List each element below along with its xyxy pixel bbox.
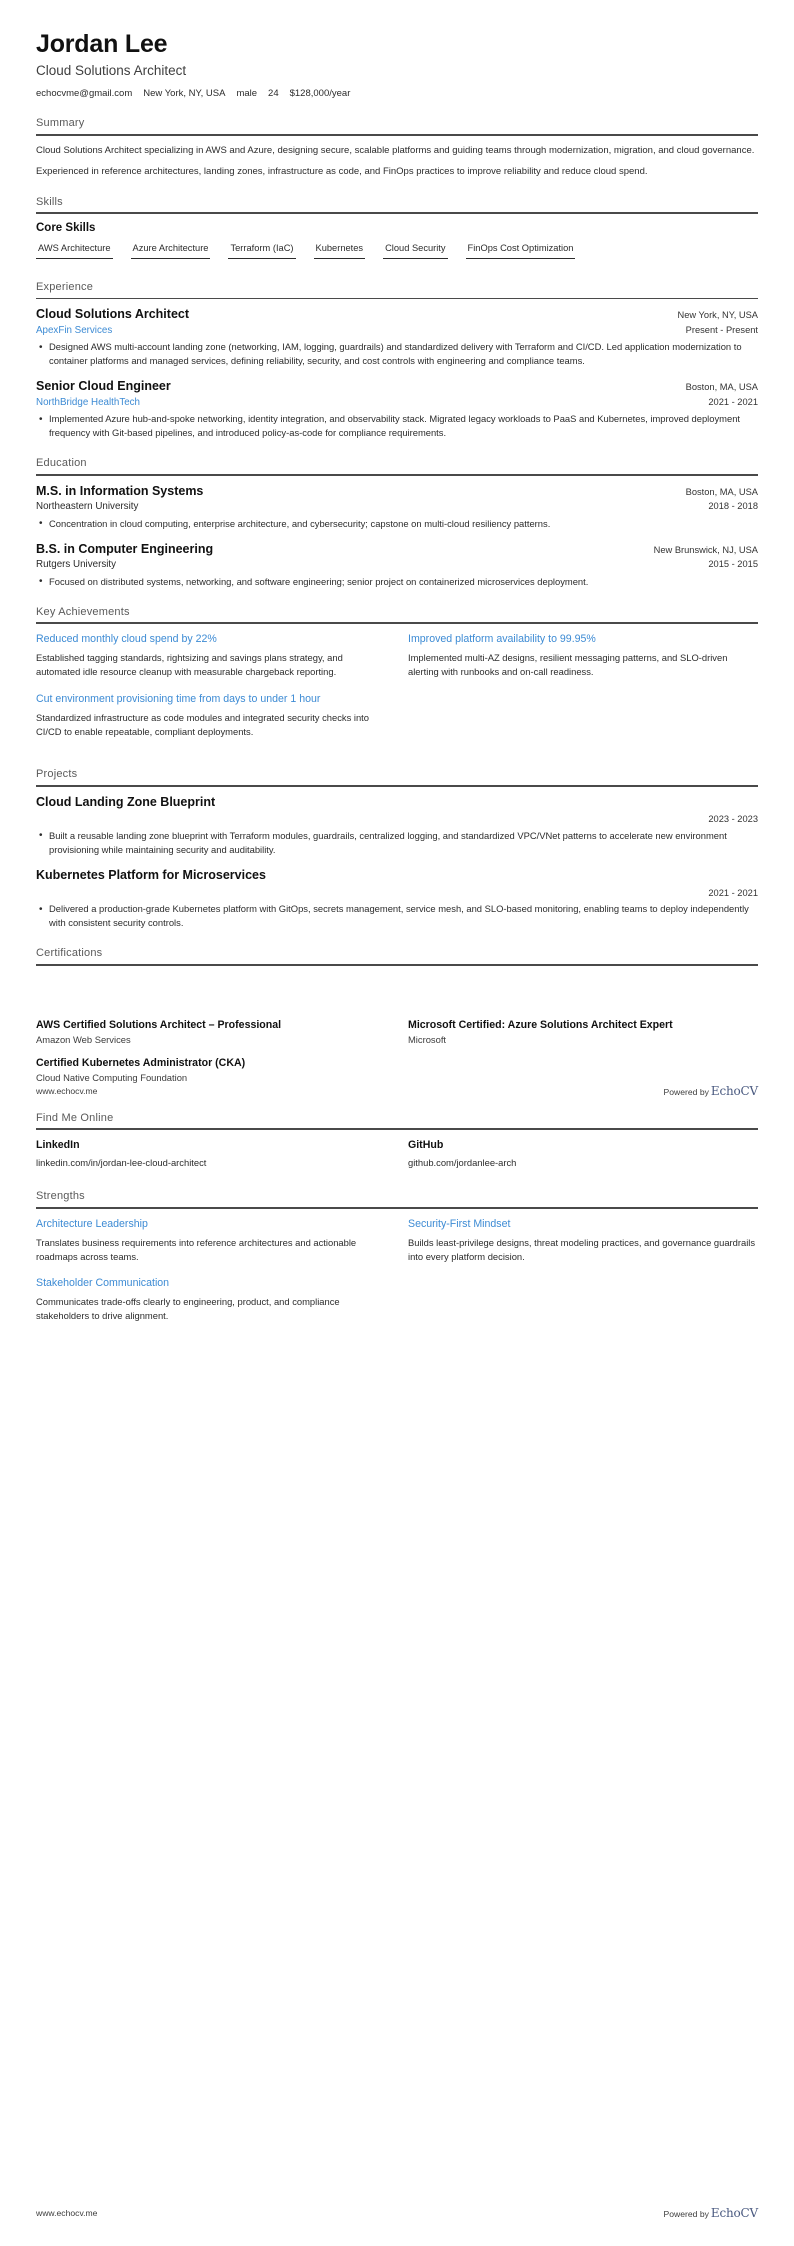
project-dates: 2023 - 2023: [708, 814, 758, 825]
certification-name: Microsoft Certified: Azure Solutions Architect Expert: [408, 1018, 673, 1031]
education-bullets: [36, 517, 758, 531]
strengths-column-right: [408, 1217, 758, 1335]
education-dates: 2018 - 2018: [708, 501, 758, 512]
link-value[interactable]: github.com/jordanlee-arch: [408, 1157, 517, 1169]
project-bullets: [36, 902, 758, 930]
section-strengths: [36, 1190, 758, 1334]
achievement-title: Reduced monthly cloud spend by 22%: [36, 633, 217, 645]
strength-title: Security-First Mindset: [408, 1217, 511, 1230]
footer-brand-name: EchoCV: [710, 2206, 758, 2220]
achievement-item: [408, 632, 758, 680]
section-certifications: [36, 947, 758, 965]
contact-age: 24: [268, 87, 279, 99]
skill-chip: Cloud Security: [383, 242, 447, 259]
project-dates: 2021 - 2021: [708, 887, 758, 898]
job-role: Senior Cloud Engineer: [36, 379, 171, 394]
skill-list: [36, 242, 758, 264]
degree-name: M.S. in Information Systems: [36, 483, 204, 498]
achievement-description: Implemented multi-AZ designs, resilient messaging patterns, and SLO-driven alerting with runbooks and on-call readiness.: [408, 652, 728, 678]
skill-chip: AWS Architecture: [36, 242, 113, 259]
section-title-key-achievements: Key Achievements: [36, 605, 130, 618]
strengths-column-left: [36, 1217, 386, 1335]
footer-url[interactable]: www.echocv.me: [36, 2208, 98, 2218]
certification-issuer: Amazon Web Services: [36, 1033, 131, 1045]
page-title: Jordan Lee: [36, 30, 168, 58]
section-title-find-me-online: Find Me Online: [36, 1111, 114, 1124]
achievement-column-right: [408, 632, 758, 751]
page-footer-top: [0, 1084, 794, 1098]
job-bullets: [36, 412, 758, 440]
job-role: Cloud Solutions Architect: [36, 307, 190, 322]
summary-paragraph: Cloud Solutions Architect specializing in AWS and Azure, designing secure, scalable platforms and guiding teams through modernization, migration, and cloud governance.: [36, 144, 755, 156]
company-name[interactable]: NorthBridge HealthTech: [36, 396, 141, 408]
section-title-strengths: Strengths: [36, 1190, 85, 1203]
certification-issuer: Microsoft: [408, 1033, 447, 1045]
contact-email: echocvme@gmail.com: [36, 87, 133, 99]
experience-entry-subheader: [36, 396, 758, 409]
certification-name: Certified Kubernetes Administrator (CKA): [36, 1057, 246, 1070]
contact-salary: $128,000/year: [289, 87, 351, 99]
strength-description: Communicates trade-offs clearly to engineering, product, and compliance stakeholders to drive alignment.: [36, 1295, 340, 1321]
project-name: Cloud Landing Zone Blueprint: [36, 794, 216, 809]
experience-entry: [36, 379, 758, 440]
certification-item: [36, 1018, 386, 1046]
school-name: Northeastern University: [36, 501, 139, 513]
school-location: New Brunswick, NJ, USA: [653, 544, 758, 555]
section-title-skills: Skills: [36, 195, 63, 208]
job-dates: Present - Present: [685, 324, 758, 335]
section-divider: [36, 622, 758, 624]
education-bullets: [36, 575, 758, 589]
summary-paragraph: Experienced in reference architectures, landing zones, infrastructure as code, and FinOps practices to improve reliability and reduce cloud spend.: [36, 165, 648, 177]
footer-brand: [664, 2206, 758, 2220]
project-bullet: • Built a reusable landing zone blueprint with Terraform modules, guardrails, centralized logging, and standardized VPC/VNet patterns to accelerate new environment provisioning while maintaining security and auditability.: [49, 829, 758, 857]
project-entry: [36, 868, 758, 930]
certification-column-right: [408, 1018, 758, 1095]
certification-column-left: [36, 1018, 386, 1095]
section-title-summary: Summary: [36, 117, 85, 130]
strength-title: Stakeholder Communication: [36, 1276, 170, 1289]
section-summary: [36, 117, 758, 178]
section-divider: [36, 134, 758, 136]
education-dates: 2015 - 2015: [708, 559, 758, 570]
achievement-column-left: [36, 632, 386, 751]
school-name: Rutgers University: [36, 559, 117, 571]
section-divider: [36, 1128, 758, 1130]
link-item: [408, 1138, 758, 1169]
certifications-body: [36, 1018, 758, 1095]
achievement-description: Established tagging standards, rightsizing and savings plans strategy, and automated idle resource cleanup with measurable chargeback reporting.: [36, 652, 343, 678]
strength-item: [408, 1217, 758, 1264]
resume-header: [36, 30, 758, 100]
certification-name: AWS Certified Solutions Architect – Professional: [36, 1018, 282, 1031]
section-experience: [36, 281, 758, 440]
section-projects: [36, 768, 758, 930]
job-bullet: • Designed AWS multi-account landing zone (networking, IAM, logging, guardrails) and standardized delivery with Terraform and CI/CD. Led application modernization to container platforms and managed services, defining reliability, security, and cost controls with engineering and compliance teams.: [49, 340, 758, 368]
link-label: GitHub: [408, 1138, 444, 1151]
education-bullet: • Focused on distributed systems, networking, and software engineering; senior project on containerized microservices deployment.: [49, 575, 758, 589]
footer-powered-by-label: Powered by: [663, 1087, 709, 1097]
contact-location: New York, NY, USA: [143, 87, 226, 99]
job-location: Boston, MA, USA: [685, 382, 758, 393]
section-divider: [36, 785, 758, 787]
strength-description: Builds least-privilege designs, threat modeling practices, and governance guardrails into every platform decision.: [408, 1236, 756, 1262]
contact-line: [36, 88, 758, 100]
headline: Cloud Solutions Architect: [36, 62, 187, 78]
links-grid: [36, 1138, 758, 1173]
section-title-education: Education: [36, 457, 87, 470]
skill-chip: Kubernetes: [314, 242, 366, 259]
job-bullets: [36, 340, 758, 368]
section-divider: [36, 474, 758, 476]
strengths-grid: [36, 1217, 758, 1335]
page-footer-bottom: [0, 2206, 794, 2220]
experience-entry-header: [36, 379, 758, 395]
link-item: [36, 1138, 386, 1169]
education-entry: [36, 484, 758, 531]
education-entry-subheader: [36, 558, 758, 571]
certification-grid: [36, 1018, 758, 1095]
project-bullets: [36, 829, 758, 857]
project-name: Kubernetes Platform for Microservices: [36, 867, 266, 882]
footer-brand: [664, 1084, 758, 1098]
education-entry-subheader: [36, 500, 758, 513]
section-divider: [36, 1207, 758, 1209]
education-entry-header: [36, 542, 758, 558]
job-bullet: • Implemented Azure hub-and-spoke networking, identity integration, and observability stack. Migrated legacy workloads to PaaS and Kubernetes, improved deployment frequency with Git-based pipelines, and introduced policy-as-code for compliance requirements.: [49, 412, 758, 440]
skill-chip: FinOps Cost Optimization: [466, 242, 576, 259]
certification-item: [36, 1056, 386, 1084]
link-label: LinkedIn: [36, 1138, 80, 1151]
achievement-item: [36, 632, 386, 680]
achievement-title: Cut environment provisioning time from days to under 1 hour: [36, 692, 321, 705]
certification-item: [408, 1018, 758, 1046]
project-dates-row: [36, 813, 758, 826]
skill-group-title: Core Skills: [36, 222, 96, 235]
section-find-me-online: [36, 1112, 758, 1174]
project-dates-row: [36, 887, 758, 900]
footer-powered-by-label: Powered by: [663, 2209, 709, 2219]
section-divider: [36, 964, 758, 966]
project-bullet: • Delivered a production-grade Kubernetes platform with GitOps, secrets management, service mesh, and SLO-based monitoring, enabling teams to deploy independently with consistent security controls.: [49, 902, 758, 930]
achievement-title: Improved platform availability to 99.95%: [408, 633, 596, 645]
section-divider: [36, 212, 758, 214]
section-key-achievements: [36, 606, 758, 752]
strength-title: Architecture Leadership: [36, 1217, 148, 1230]
page-break-gap: [36, 974, 758, 1018]
skill-chip: Terraform (IaC): [228, 242, 295, 259]
company-name[interactable]: ApexFin Services: [36, 324, 113, 336]
link-value[interactable]: linkedin.com/in/jordan-lee-cloud-architect: [36, 1157, 207, 1169]
experience-entry: [36, 307, 758, 368]
project-entry-header: [36, 868, 758, 884]
section-title-projects: Projects: [36, 768, 78, 781]
section-skills: [36, 196, 758, 264]
job-dates: 2021 - 2021: [708, 396, 758, 407]
experience-entry-header: [36, 307, 758, 323]
strength-description: Translates business requirements into reference architectures and actionable roadmaps across teams.: [36, 1236, 357, 1262]
section-title-experience: Experience: [36, 280, 94, 293]
experience-entry-subheader: [36, 324, 758, 337]
education-entry-header: [36, 484, 758, 500]
footer-brand-name: EchoCV: [710, 1084, 758, 1098]
degree-name: B.S. in Computer Engineering: [36, 541, 214, 556]
achievement-item: [36, 692, 386, 740]
job-location: New York, NY, USA: [677, 310, 758, 321]
project-entry-header: [36, 795, 758, 811]
achievement-description: Standardized infrastructure as code modules and integrated security checks into CI/CD to enable repeatable, compliant deployments.: [36, 711, 369, 738]
section-title-certifications: Certifications: [36, 947, 103, 960]
education-entry: [36, 542, 758, 589]
footer-url[interactable]: www.echocv.me: [36, 1086, 98, 1096]
school-location: Boston, MA, USA: [685, 486, 758, 497]
section-education: [36, 457, 758, 588]
certification-issuer: Cloud Native Computing Foundation: [36, 1072, 188, 1084]
contact-gender: male: [236, 87, 258, 99]
skill-chip: Azure Architecture: [131, 242, 211, 259]
education-bullet: • Concentration in cloud computing, enterprise architecture, and cybersecurity; capstone on multi-cloud resiliency patterns.: [49, 517, 758, 531]
achievement-grid: [36, 632, 758, 751]
strength-item: [36, 1276, 386, 1323]
strength-item: [36, 1217, 386, 1264]
project-entry: [36, 795, 758, 857]
section-divider: [36, 298, 758, 300]
